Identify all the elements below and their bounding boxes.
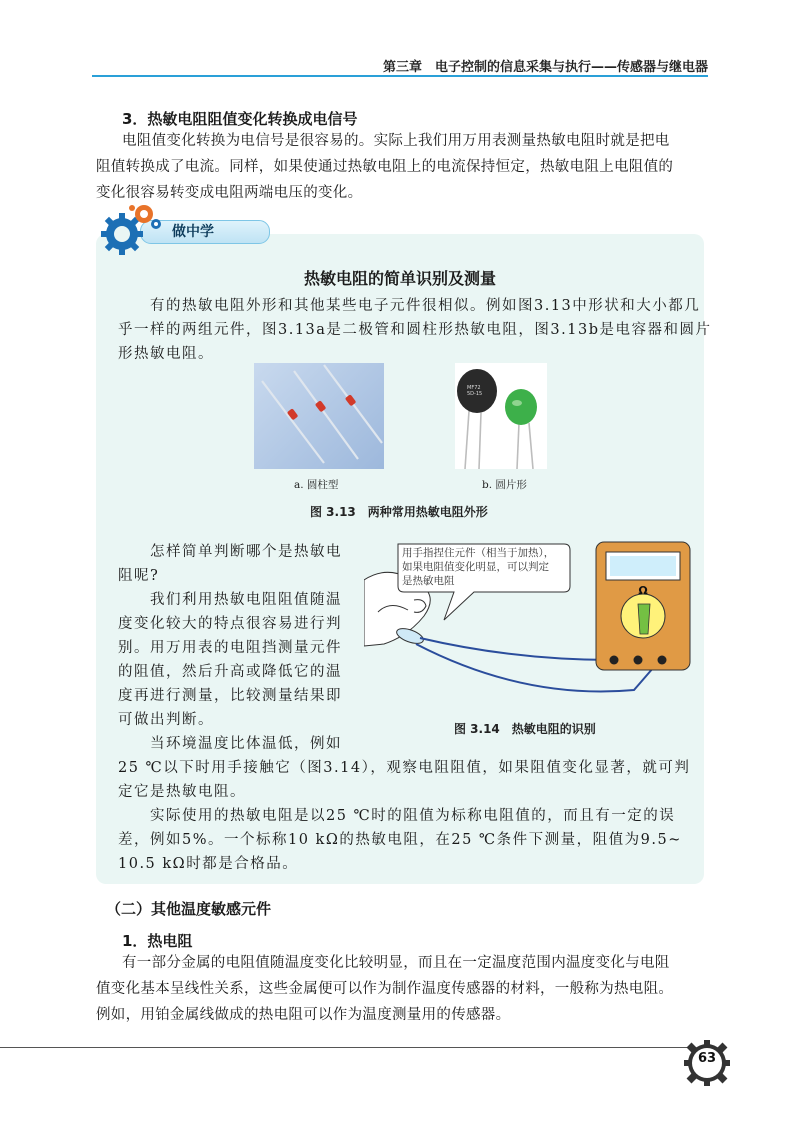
ohm-symbol: Ω [638, 584, 648, 597]
section-heading: 3．热敏电阻阻值变化转换成电信号 [122, 110, 358, 128]
activity-tag-label: 做中学 [172, 224, 214, 240]
section-paragraph-line: 例如，用铂金属线做成的热电阻可以作为温度测量用的传感器。 [96, 1007, 511, 1023]
section-paragraph-line: 有一部分金属的电阻值随温度变化比较明显，而且在一定温度范围内温度变化与电阻 [122, 955, 670, 971]
section-heading: （二）其他温度敏感元件 [106, 900, 272, 918]
running-header: 第三章 电子控制的信息采集与执行——传感器与继电器 [382, 60, 708, 75]
activity-text-line: 实际使用的热敏电阻是以25 ℃时的阻值为标称电阻值的，而且有一定的误 [150, 808, 676, 824]
figure-label-a: a. 圆柱型 [294, 479, 339, 491]
activity-intro-line: 形热敏电阻。 [118, 346, 214, 362]
activity-text-line: 差，例如5%。一个标称10 kΩ的热敏电阻，在25 ℃条件下测量，阻值为9.5~ [118, 832, 682, 848]
activity-text-line: 25 ℃以下时用手接触它（图3.14），观察电阻阻值，如果阻值变化显著，就可判 [118, 760, 691, 776]
activity-title: 热敏电阻的简单识别及测量 [303, 269, 496, 288]
activity-text-line: 我们利用热敏电阻阻值随温 [150, 592, 342, 608]
speech-bubble-line: 用手指捏住元件（相当于加热）， [402, 547, 555, 559]
activity-text-line: 可做出判断。 [118, 712, 214, 728]
part-marking: 5D-15 [467, 391, 483, 397]
photo-disc-thermistor [455, 363, 547, 469]
figure-label-b: b. 圆片形 [482, 479, 527, 491]
activity-text-line: 怎样简单判断哪个是热敏电 [150, 544, 342, 560]
activity-text-line: 定它是热敏电阻。 [118, 784, 246, 800]
figure-caption: 图 3.13 两种常用热敏电阻外形 [310, 505, 488, 519]
part-marking: MF72 [467, 385, 481, 391]
page-number: 63 [697, 1051, 717, 1066]
figure-caption: 图 3.14 热敏电阻的识别 [454, 722, 596, 736]
section-paragraph-line: 电阻值变化转换为电信号是很容易的。实际上我们用万用表测量热敏电阻时就是把电 [122, 133, 670, 149]
activity-text-line: 当环境温度比体温低，例如 [150, 736, 342, 752]
activity-intro-line: 乎一样的两组元件，图3.13a是二极管和圆柱形热敏电阻，图3.13b是电容器和圆片 [118, 322, 712, 338]
section-paragraph-line: 变化很容易转变成电阻两端电压的变化。 [96, 185, 363, 201]
gear-icon [100, 200, 164, 258]
activity-text-line: 度变化较大的特点很容易进行判 [118, 616, 342, 632]
section-paragraph-line: 阻值转换成了电流。同样，如果使通过热敏电阻上的电流保持恒定，热敏电阻上电阻值的 [96, 159, 674, 175]
activity-text-line: 的阻值，然后升高或降低它的温 [118, 664, 342, 680]
activity-text-line: 阻呢? [118, 568, 160, 584]
section-paragraph-line: 值变化基本呈线性关系，这些金属便可以作为制作温度传感器的材料，一般称为热电阻。 [96, 981, 674, 997]
activity-text-line: 别。用万用表的电阻挡测量元件 [118, 640, 342, 656]
footer-rule [0, 1047, 690, 1048]
activity-text-line: 度再进行测量，比较测量结果即 [118, 688, 342, 704]
speech-bubble-line: 是热敏电阻 [402, 575, 455, 587]
subsection-heading: 1．热电阻 [122, 932, 193, 950]
speech-bubble-line: 如果电阻值变化明显，可以判定 [402, 561, 549, 573]
photo-cylindrical-thermistor [254, 363, 384, 469]
header-rule [92, 75, 708, 77]
activity-intro-line: 有的热敏电阻外形和其他某些电子元件很相似。例如图3.13中形状和大小都几 [150, 298, 701, 314]
activity-text-line: 10.5 kΩ时都是合格品。 [118, 856, 299, 872]
